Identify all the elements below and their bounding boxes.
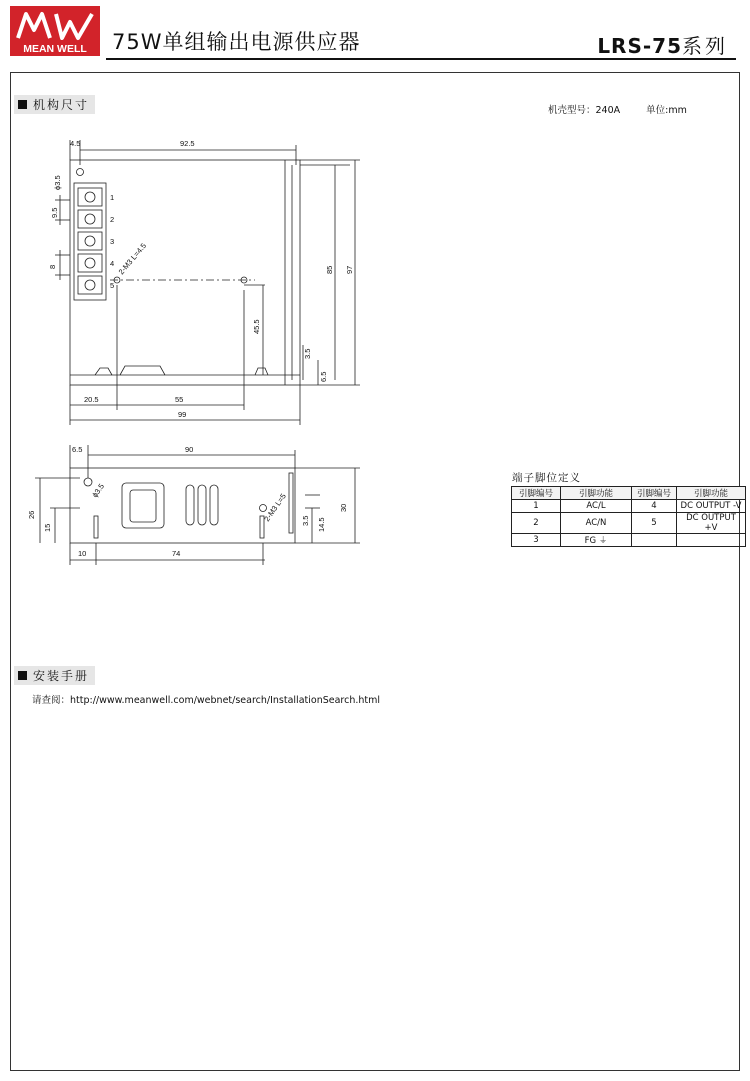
table-header-row: [512, 487, 746, 500]
dim-55: 55: [175, 395, 184, 404]
terminal-table-title: 端子脚位定义: [512, 472, 581, 484]
pin-label-5: 5: [110, 281, 115, 290]
series-model: LRS-75: [597, 34, 682, 58]
svg-text:MEAN WELL: MEAN WELL: [23, 43, 87, 55]
table-cell: 3: [512, 534, 561, 547]
table-cell: 5: [632, 513, 677, 534]
dim-26: 26: [27, 510, 36, 519]
table-cell: FG ⏚: [561, 534, 632, 547]
series-suffix: 系列: [682, 34, 728, 58]
table-row: [512, 500, 746, 513]
unit-label: 单位:mm: [646, 105, 687, 116]
dim-45-5: 45.5: [252, 319, 261, 334]
table-cell: 4: [632, 500, 677, 513]
table-cell: AC/L: [561, 500, 632, 513]
dim-3-5: 3.5: [303, 348, 312, 359]
table-row: [512, 513, 746, 534]
dim-2-m3: 2-M3 L=4.5: [116, 241, 149, 277]
table-cell: DC OUTPUT +V: [677, 513, 746, 534]
dim-4-5: 4.5: [70, 139, 81, 148]
pin-label-1: 1: [110, 193, 115, 202]
table-row: [512, 534, 746, 547]
pin-label-2: 2: [110, 215, 115, 224]
header-cell: 引脚功能: [561, 487, 632, 500]
dim-phi-3-5-side: ϕ3.5: [90, 481, 107, 500]
dim-3-5-side: 3.5: [301, 515, 310, 526]
terminal-table: [511, 486, 746, 547]
pin-label-3: 3: [110, 237, 115, 246]
table-cell: DC OUTPUT -V: [677, 500, 746, 513]
case-model: 机壳型号：240A: [548, 105, 621, 116]
side-view-outline: [70, 468, 295, 543]
dim-14-5: 14.5: [317, 517, 326, 532]
dim-15: 15: [43, 523, 52, 532]
dim-6-5-side: 6.5: [72, 445, 83, 454]
page-title: 75W单组输出电源供应器: [112, 30, 361, 54]
dim-8: 8: [48, 264, 57, 269]
terminal-block: [74, 183, 106, 300]
dim-92-5: 92.5: [180, 139, 195, 148]
dim-20-5: 20.5: [84, 395, 99, 404]
dim-97: 97: [345, 265, 354, 274]
dim-6-5: 6.5: [319, 371, 328, 382]
section-manual-heading: [14, 666, 95, 685]
section-dimensions-label: 机构尺寸: [33, 98, 90, 112]
dim-2-m3-side: 2-M3 L=5: [262, 491, 288, 524]
table-cell: AC/N: [561, 513, 632, 534]
dim-phi-3-5: ϕ3.5: [53, 175, 62, 190]
top-view-outline: [70, 160, 300, 385]
dim-90: 90: [185, 445, 194, 454]
dim-10: 10: [78, 549, 87, 558]
header-cell: 引脚编号: [512, 487, 561, 500]
dim-99: 99: [178, 410, 187, 419]
installation-link[interactable]: 请查阅：http://www.meanwell.com/webnet/search/InstallationSearch.html: [32, 695, 381, 706]
dim-9-5: 9.5: [50, 207, 59, 218]
table-cell: 2: [512, 513, 561, 534]
dim-30: 30: [339, 503, 348, 512]
table-cell: [632, 534, 677, 547]
table-cell: [677, 534, 746, 547]
header-cell: 引脚编号: [632, 487, 677, 500]
dim-85: 85: [325, 265, 334, 274]
pin-label-4: 4: [110, 259, 115, 268]
section-manual-label: 安装手册: [33, 669, 90, 683]
header-cell: 引脚功能: [677, 487, 746, 500]
square-bullet-icon: [18, 671, 27, 680]
dim-74: 74: [172, 549, 181, 558]
table-cell: 1: [512, 500, 561, 513]
